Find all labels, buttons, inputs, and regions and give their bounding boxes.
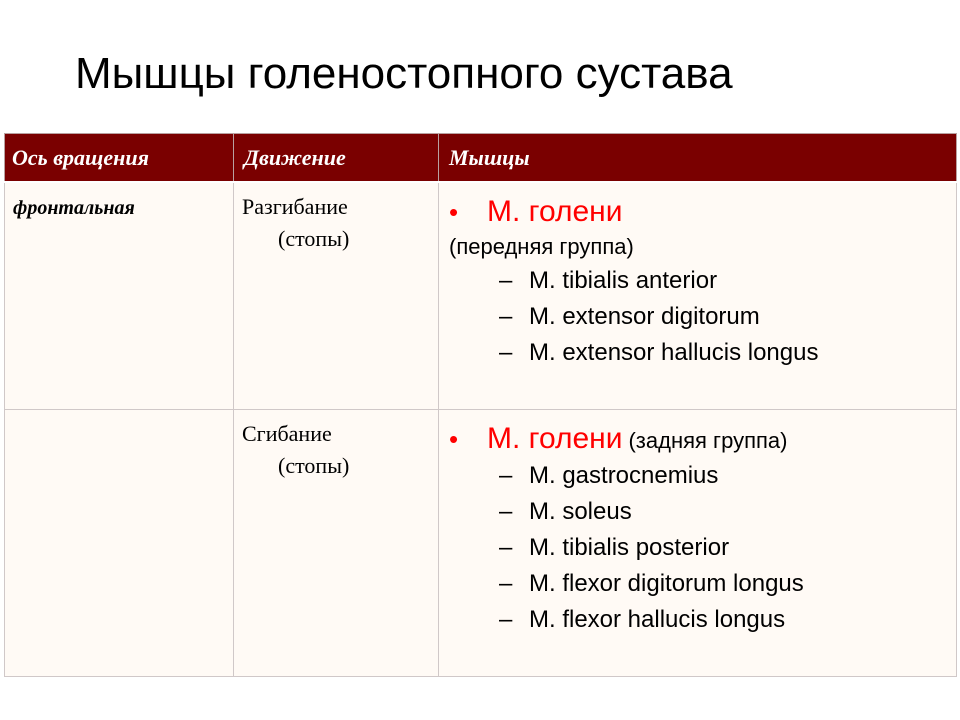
dash-icon: – <box>499 267 513 294</box>
table-row-flexion <box>5 410 957 677</box>
slide-title: Мышцы голеностопного сустава <box>75 49 733 98</box>
muscle-group-heading <box>449 193 956 231</box>
list-item <box>499 335 956 371</box>
header-axis: Ось вращения <box>5 134 234 183</box>
header-muscles: Мышцы <box>439 134 957 183</box>
dash-icon: – <box>499 534 513 561</box>
list-item <box>499 602 956 638</box>
bullet-icon: • <box>449 197 459 227</box>
dash-icon: – <box>499 339 513 366</box>
dash-icon: – <box>499 498 513 525</box>
table-header-row <box>5 134 957 183</box>
axis-cell-empty <box>5 410 234 677</box>
muscle-name: M. gastrocnemius <box>529 462 719 489</box>
dash-icon: – <box>499 570 513 597</box>
list-item <box>499 263 956 299</box>
movement-target: (стопы) <box>278 453 350 478</box>
bullet-icon: • <box>449 424 459 454</box>
muscles-table-wrapper <box>4 133 956 677</box>
muscle-group-name: M. голени <box>487 422 623 455</box>
movement-target: (стопы) <box>278 226 350 251</box>
movement-cell-flexion <box>234 410 439 677</box>
list-item <box>499 494 956 530</box>
dash-icon: – <box>499 462 513 489</box>
list-item <box>499 299 956 335</box>
list-item <box>499 530 956 566</box>
muscle-list-posterior <box>449 458 956 638</box>
muscle-list-anterior <box>449 263 956 371</box>
movement-cell-extension <box>234 182 439 410</box>
dash-icon: – <box>499 606 513 633</box>
muscle-group-note: (задняя группа) <box>628 428 788 453</box>
muscles-table <box>4 133 957 677</box>
header-movement: Движение <box>234 134 439 183</box>
muscle-group-heading <box>449 420 956 458</box>
muscle-name: M. tibialis anterior <box>529 267 718 294</box>
muscle-name: M. tibialis posterior <box>529 534 730 561</box>
muscle-name: M. extensor hallucis longus <box>529 339 819 366</box>
muscle-group-name: M. голени <box>487 195 623 228</box>
muscle-name: M. flexor digitorum longus <box>529 570 804 597</box>
muscle-name: M. flexor hallucis longus <box>529 606 786 633</box>
table-row-extension <box>5 182 957 410</box>
movement-name: Разгибание <box>242 194 348 219</box>
dash-icon: – <box>499 303 513 330</box>
movement-name: Сгибание <box>242 421 332 446</box>
list-item <box>499 566 956 602</box>
muscle-group-note: (передняя группа) <box>449 234 634 259</box>
axis-cell-frontal: фронтальная <box>5 182 234 410</box>
muscle-name: M. soleus <box>529 498 632 525</box>
list-item <box>499 458 956 494</box>
muscles-cell-anterior <box>439 182 957 410</box>
muscle-name: M. extensor digitorum <box>529 303 760 330</box>
muscles-cell-posterior <box>439 410 957 677</box>
